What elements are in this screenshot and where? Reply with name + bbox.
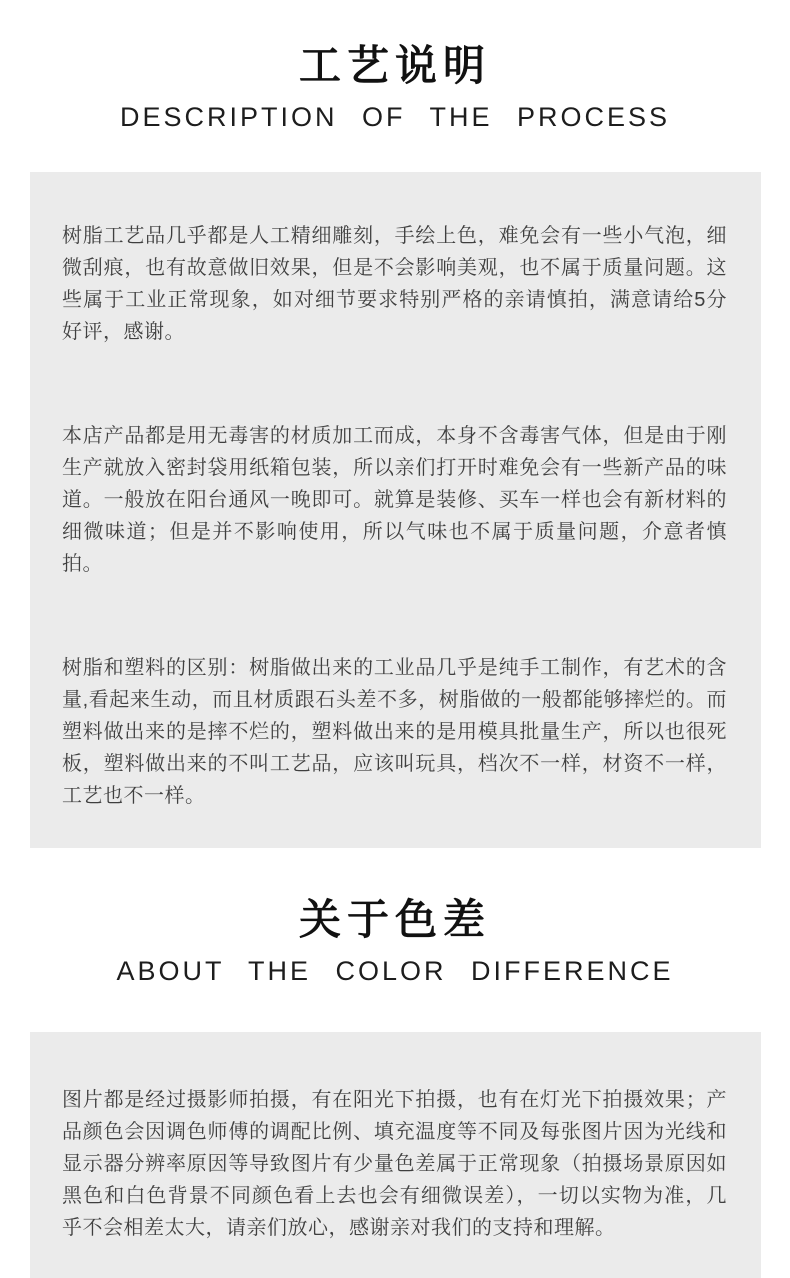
- color-difference-title-cn: 关于色差: [298, 896, 491, 943]
- process-paragraph-2: 本店产品都是用无毒害的材质加工而成，本身不含毒害气体，但是由于刚生产就放入密封袋用纸箱包装，所以亲们打开时难免会有一些新产品的味道。一般放在阳台通风一晚即可。就算是装修、买车一样也会有新材料的细微味道；但是并不影响使用，所以气味也不属于质量问题，介意者慎拍。: [62, 425, 727, 575]
- color-difference-title-en: ABOUT THE COLOR DIFFERENCE: [116, 956, 674, 986]
- color-difference-section-header: [0, 894, 790, 988]
- color-difference-paragraph: 图片都是经过摄影师拍摄，有在阳光下拍摄，也有在灯光下拍摄效果；产品颜色会因调色师傅的调配比例、填充温度等不同及每张图片因为光线和显示器分辨率原因等导致图片有少量色差属于正常现象（拍摄场景原因如黑色和白色背景不同颜色看上去也会有细微误差），一切以实物为准，几乎不会相差太大，请亲们放心，感谢亲对我们的支持和理解。: [62, 1089, 727, 1239]
- process-section-title-cn: 工艺说明: [298, 42, 491, 89]
- process-paragraph-3: 树脂和塑料的区别：树脂做出来的工业品几乎是纯手工制作，有艺术的含量,看起来生动，而且材质跟石头差不多，树脂做的一般都能够摔烂的。而塑料做出来的是摔不烂的，塑料做出来的是用模具批量生产，所以也很死板，塑料做出来的不叫工艺品，应该叫玩具，档次不一样，材资不一样，工艺也不一样。: [62, 657, 727, 807]
- process-description-panel: [30, 172, 761, 848]
- process-paragraph-1: 树脂工艺品几乎都是人工精细雕刻，手绘上色，难免会有一些小气泡，细微刮痕，也有故意做旧效果，但是不会影响美观，也不属于质量问题。这些属于工业正常现象，如对细节要求特别严格的亲请慎拍，满意请给5分好评，感谢。: [62, 225, 727, 343]
- process-section-title-en: DESCRIPTION OF THE PROCESS: [119, 102, 671, 132]
- process-section-header: [0, 40, 790, 134]
- color-difference-panel: [30, 1032, 761, 1278]
